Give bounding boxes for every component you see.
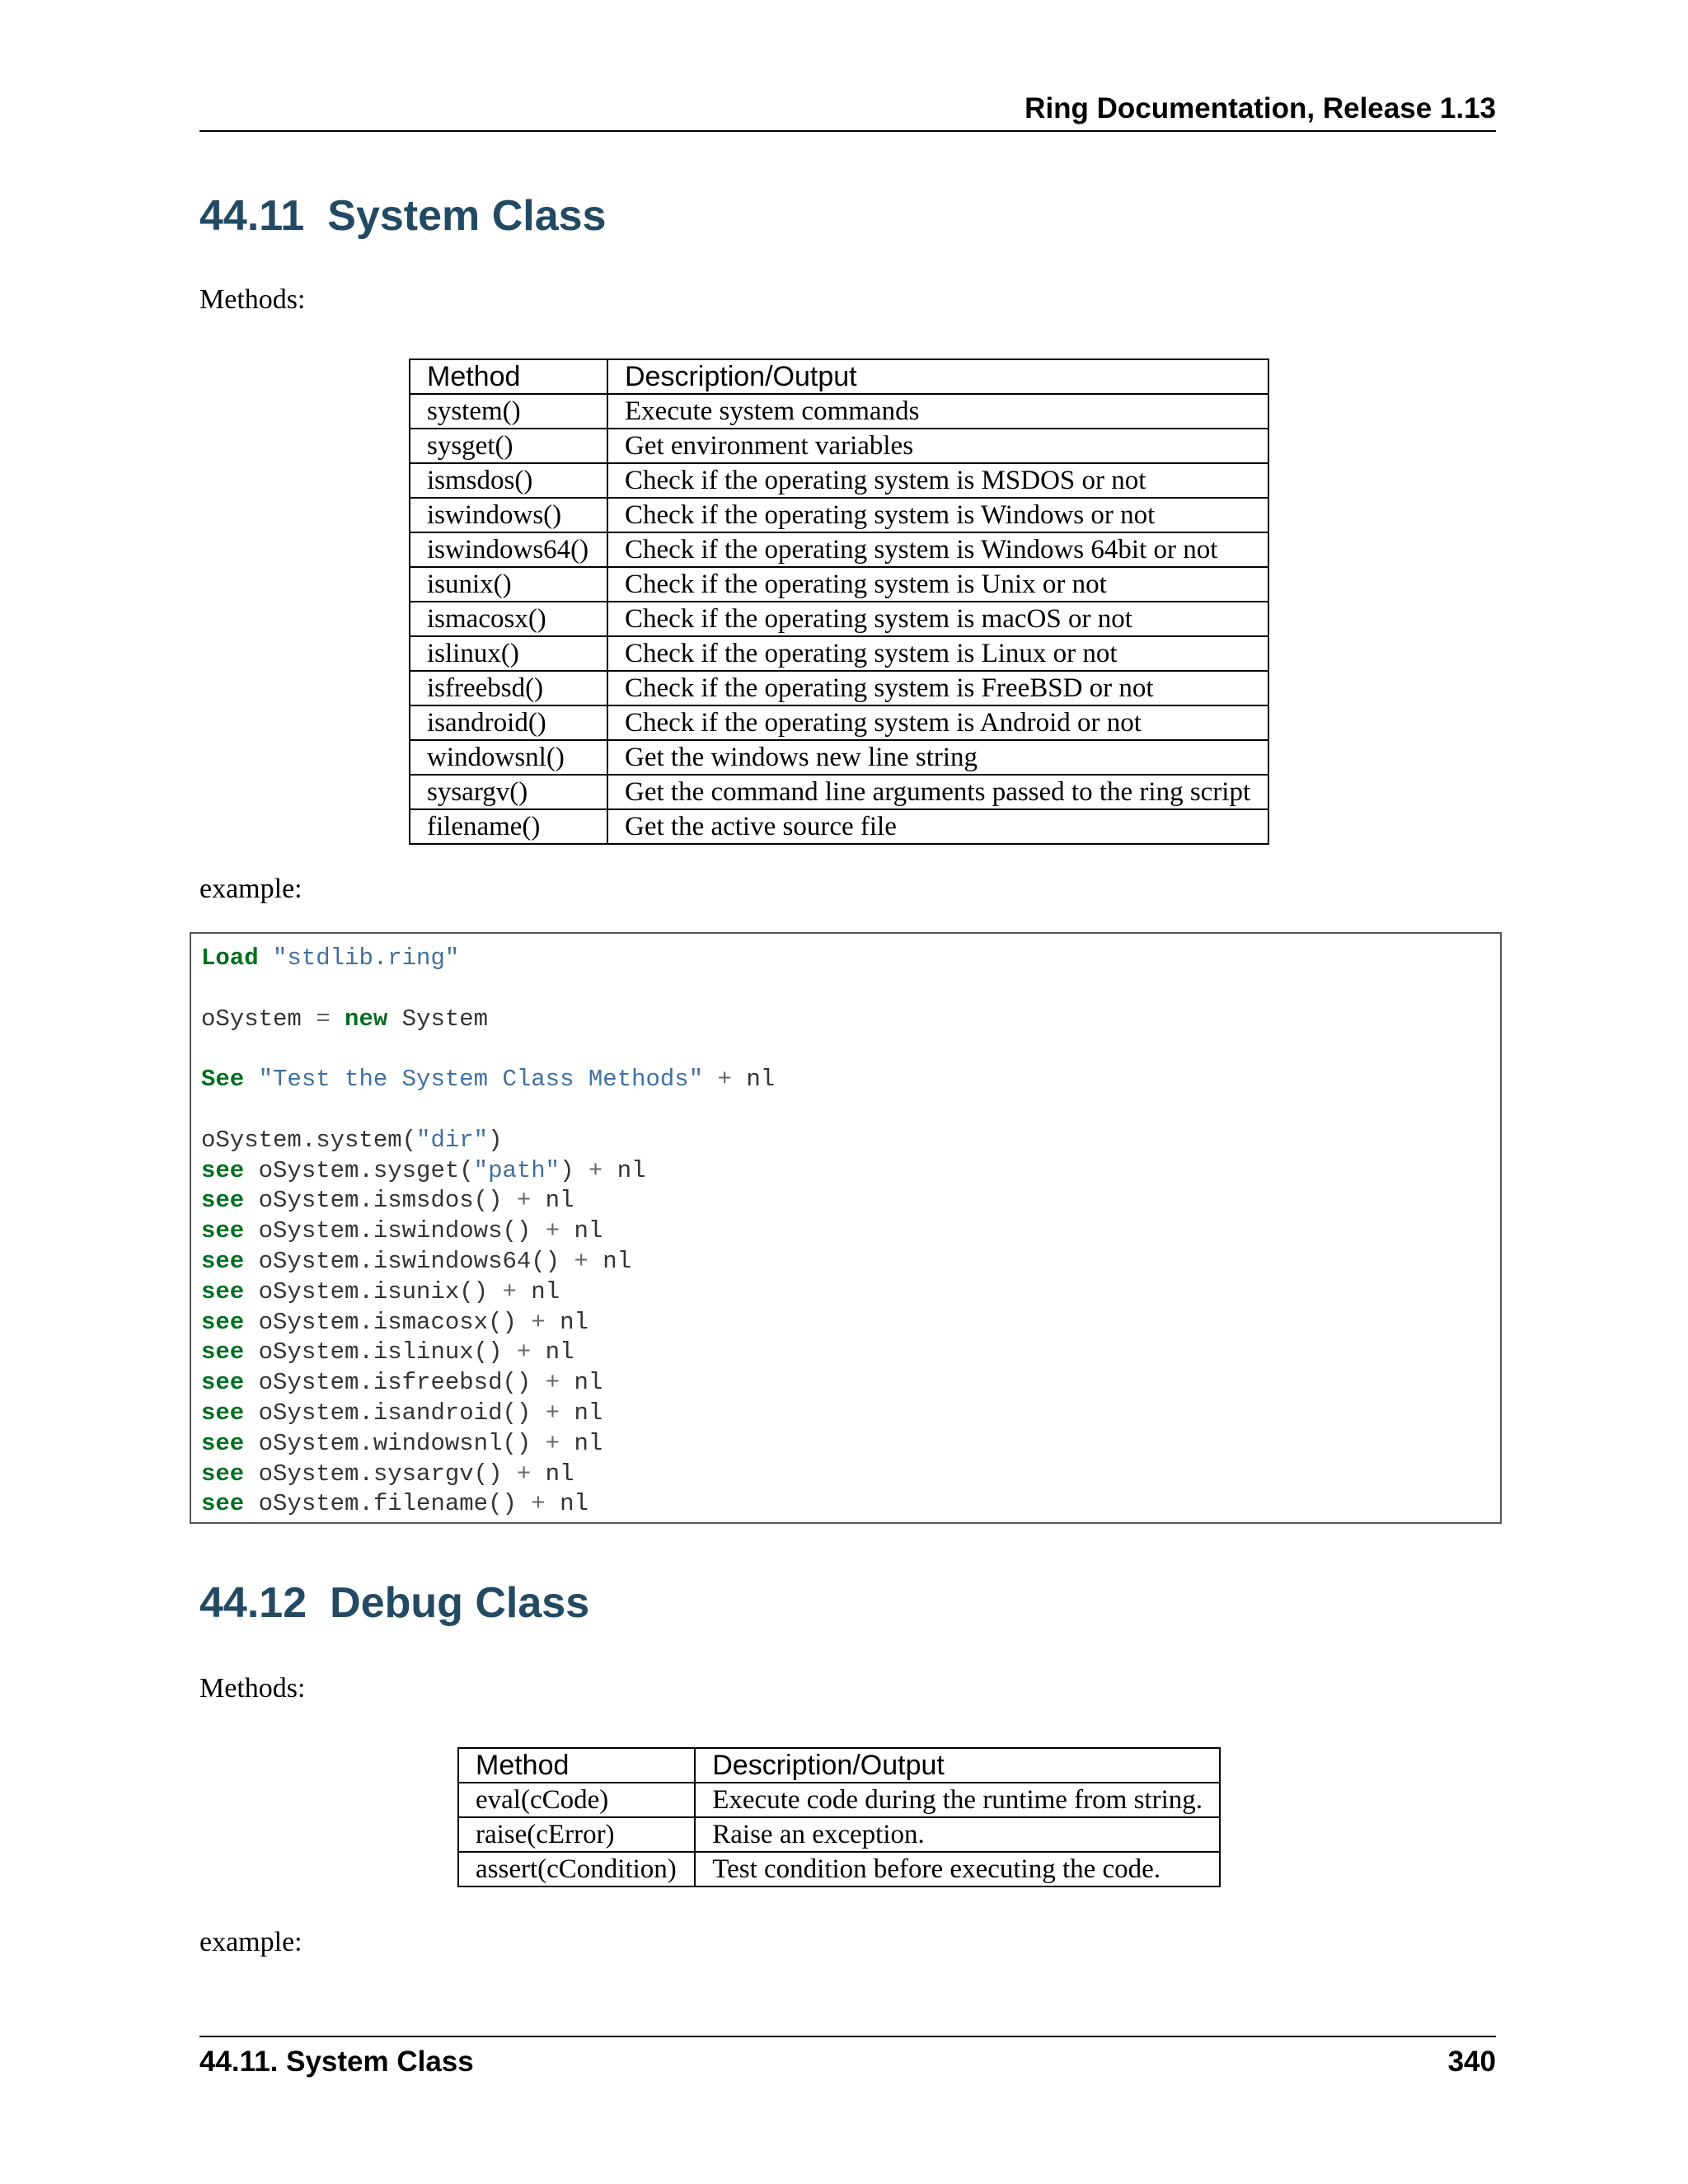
code-text: oSystem [201,1005,316,1033]
system-methods-table [409,359,1269,845]
code-operator: + [531,1490,546,1518]
table-row [410,429,1268,463]
method-cell: eval(cCode) [458,1783,695,1817]
code-keyword: see [201,1490,245,1518]
table-row [458,1817,1220,1852]
section-number: 44.11 [199,192,305,240]
code-line [201,944,459,972]
code-text: oSystem.iswindows() [244,1217,546,1245]
code-operator: + [588,1156,603,1184]
description-cell: Check if the operating system is Unix or not [607,567,1268,602]
description-cell: Get environment variables [607,429,1268,463]
page-number: 340 [1447,2046,1496,2078]
footer-section-title: 44.11. System Class [199,2046,474,2078]
code-text: oSystem.sysget( [244,1156,474,1184]
code-keyword: see [201,1399,245,1427]
code-line [201,1066,775,1093]
method-cell: ismsdos() [410,463,607,498]
table-row [410,775,1268,809]
code-text: nl [560,1399,603,1427]
debug-methods-table [457,1747,1221,1887]
code-line [201,1369,603,1396]
code-line [201,1430,603,1457]
section-heading-debug-class [199,1578,589,1628]
table-header-row [410,359,1268,394]
code-line [201,1399,603,1427]
code-text: System [387,1005,489,1033]
code-keyword: see [201,1156,245,1184]
code-text: oSystem.islinux() [244,1338,517,1366]
code-text: nl [545,1308,588,1336]
code-operator: + [516,1338,532,1366]
code-keyword: see [201,1277,245,1305]
description-cell: Check if the operating system is Android or not [607,705,1268,740]
column-header-method: Method [458,1748,695,1783]
table-row [410,463,1268,498]
code-line [201,1309,588,1336]
code-text: nl [588,1247,632,1275]
code-line [201,1490,588,1517]
description-cell: Check if the operating system is MSDOS or not [607,463,1268,498]
code-keyword: see [201,1429,245,1457]
description-cell: Execute code during the runtime from string. [695,1783,1220,1817]
code-keyword: See [201,1066,245,1094]
description-cell: Test condition before executing the code. [695,1852,1220,1886]
code-text: nl [531,1338,574,1366]
code-line [201,1217,603,1244]
table-row [410,602,1268,636]
table-row [410,809,1268,844]
method-cell: isunix() [410,567,607,602]
table-row [410,567,1268,602]
code-text: ) [488,1126,503,1154]
description-cell: Raise an exception. [695,1817,1220,1852]
code-string: "dir" [416,1126,489,1154]
code-string: "path" [473,1156,560,1184]
table-row [458,1783,1220,1817]
code-text: nl [560,1217,603,1245]
page-header [199,91,1496,132]
table-row [458,1852,1220,1886]
code-line [201,1187,574,1214]
description-cell: Get the command line arguments passed to the ring script [607,775,1268,809]
code-operator: + [516,1460,532,1488]
code-keyword: see [201,1217,245,1245]
code-example-block [190,932,1502,1524]
method-cell: raise(cError) [458,1817,695,1852]
description-cell: Get the active source file [607,809,1268,844]
section-number: 44.12 [199,1579,307,1627]
code-keyword: see [201,1308,245,1336]
code-line [201,1460,574,1488]
method-cell: ismacosx() [410,602,607,636]
method-cell: isandroid() [410,705,607,740]
code-operator: + [545,1369,560,1397]
section-heading-system-class [199,191,606,241]
code-text: nl [516,1277,560,1305]
code-line [201,1278,560,1305]
code-text: nl [560,1429,603,1457]
code-text: oSystem.isfreebsd() [244,1369,546,1397]
method-cell: assert(cCondition) [458,1852,695,1886]
example-label: example: [199,874,302,904]
code-text: oSystem.filename() [244,1490,532,1518]
table-row [410,671,1268,705]
table-row [410,705,1268,740]
code-keyword: see [201,1247,245,1275]
code-string: "stdlib.ring" [273,944,460,972]
method-cell: isfreebsd() [410,671,607,705]
description-cell: Get the windows new line string [607,740,1268,775]
section-title: Debug Class [330,1579,590,1627]
description-cell: Execute system commands [607,394,1268,429]
code-text: oSystem.ismsdos() [244,1187,517,1215]
code-text: nl [560,1369,603,1397]
column-header-description: Description/Output [607,359,1268,394]
code-operator: + [574,1247,588,1275]
section-title: System Class [327,192,607,240]
code-text: oSystem.ismacosx() [244,1308,532,1336]
code-operator: = [316,1005,331,1033]
code-keyword: see [201,1369,245,1397]
code-string: "Test the System Class Methods" [258,1066,704,1094]
method-cell: filename() [410,809,607,844]
method-cell: iswindows64() [410,532,607,567]
code-text: oSystem.iswindows64() [244,1247,574,1275]
code-keyword: see [201,1187,245,1215]
example-label: example: [199,1927,302,1957]
code-text: nl [531,1460,574,1488]
method-cell: iswindows() [410,498,607,532]
code-operator: + [545,1399,560,1427]
code-text: ) [560,1156,588,1184]
column-header-description: Description/Output [695,1748,1220,1783]
code-text: nl [603,1156,646,1184]
code-operator: + [545,1217,560,1245]
description-cell: Check if the operating system is Windows or not [607,498,1268,532]
table-header-row [458,1748,1220,1783]
code-operator: + [531,1308,546,1336]
description-cell: Check if the operating system is FreeBSD or not [607,671,1268,705]
table-row [410,740,1268,775]
code-text: nl [731,1066,776,1094]
methods-label: Methods: [199,1673,306,1704]
code-operator: + [516,1187,532,1215]
code-operator: + [717,1066,732,1094]
method-cell: islinux() [410,636,607,671]
document-title: Ring Documentation, Release 1.13 [1025,92,1496,124]
code-keyword: see [201,1338,245,1366]
code-line [201,1157,646,1184]
code-keyword: Load [201,944,259,972]
code-text: oSystem.system( [201,1126,417,1154]
table-row [410,636,1268,671]
code-text: oSystem.isunix() [244,1277,503,1305]
code-text: nl [545,1490,588,1518]
code-keyword: new [345,1005,388,1033]
method-cell: system() [410,394,607,429]
code-line [201,1005,488,1033]
code-text: oSystem.windowsnl() [244,1429,546,1457]
code-text: oSystem.sysargv() [244,1460,517,1488]
column-header-method: Method [410,359,607,394]
description-cell: Check if the operating system is macOS or not [607,602,1268,636]
code-text [703,1066,717,1093]
code-operator: + [545,1429,560,1457]
table-row [410,394,1268,429]
code-text [259,944,273,972]
system-methods-body [410,394,1268,844]
table-row [410,498,1268,532]
code-line [201,1338,574,1366]
code-keyword: see [201,1460,245,1488]
code-text [244,1066,258,1093]
method-cell: sysget() [410,429,607,463]
code-text [331,1005,345,1033]
description-cell: Check if the operating system is Windows 64bit or not [607,532,1268,567]
code-listing [201,944,775,1520]
debug-methods-body [458,1783,1220,1886]
methods-label: Methods: [199,284,306,315]
table-row [410,532,1268,567]
code-line [201,1248,631,1275]
page-footer [199,2036,1496,2079]
code-operator: + [502,1277,517,1305]
description-cell: Check if the operating system is Linux or not [607,636,1268,671]
code-line [201,1127,502,1154]
code-text: nl [531,1187,574,1215]
method-cell: sysargv() [410,775,607,809]
code-text: oSystem.isandroid() [244,1399,546,1427]
method-cell: windowsnl() [410,740,607,775]
